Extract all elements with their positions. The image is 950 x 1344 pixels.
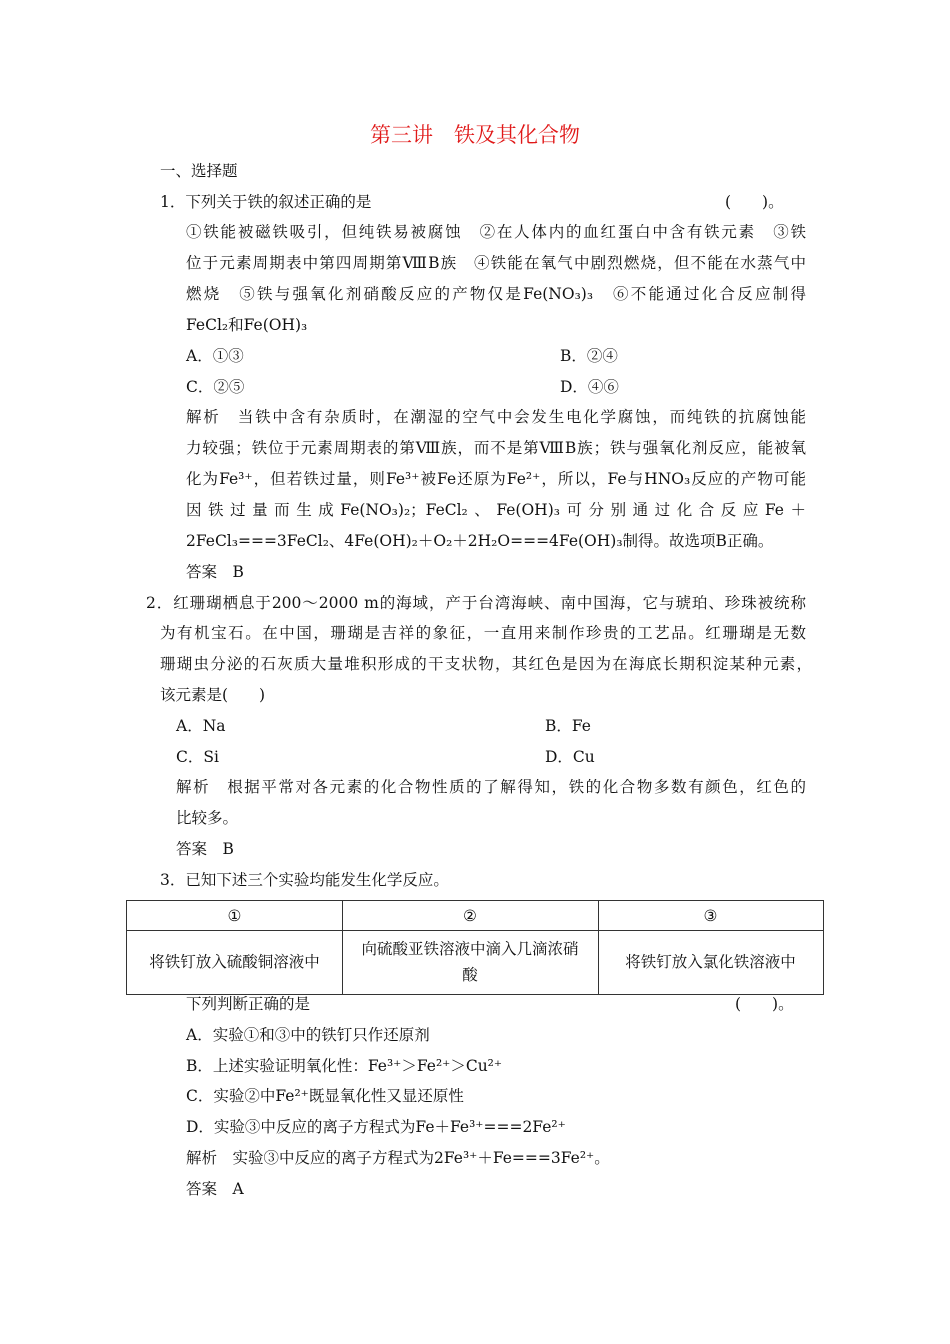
q2-stem-line: 为有机宝石。在中国，珊瑚是吉祥的象征，一直用来制作珍贵的工艺品。红珊瑚是无数 bbox=[160, 624, 806, 642]
experiment-table bbox=[126, 900, 824, 995]
q2-choice-a: A．Na bbox=[176, 717, 226, 735]
q1-explanation-line: 解析 当铁中含有杂质时，在潮湿的空气中会发生电化学腐蚀，而纯铁的抗腐蚀能 bbox=[186, 408, 806, 426]
table-header-cell: ① bbox=[227, 906, 242, 925]
q3-choice-c: C．实验②中Fe²⁺既显氧化性又显还原性 bbox=[186, 1087, 464, 1105]
page-title: 第三讲 铁及其化合物 bbox=[370, 123, 580, 147]
table-header-cell: ③ bbox=[703, 906, 718, 925]
q3-stem: 3．已知下述三个实验均能发生化学反应。 bbox=[160, 871, 449, 889]
table-cell: 将铁钉放入氯化铁溶液中 bbox=[625, 953, 796, 971]
q1-statement-line: FeCl₂和Fe(OH)₃ bbox=[186, 316, 308, 334]
q1-statement-line: 燃烧 ⑤铁与强氧化剂硝酸反应的产物仅是Fe(NO₃)₃ ⑥不能通过化合反应制得 bbox=[186, 285, 806, 303]
q1-explanation-line: 力较强；铁位于元素周期表的第Ⅷ族，而不是第ⅧB族；铁与强氧化剂反应，能被氧 bbox=[186, 439, 806, 457]
q1-stem: 1．下列关于铁的叙述正确的是 bbox=[160, 193, 372, 211]
q3-choice-d: D．实验③中反应的离子方程式为Fe＋Fe³⁺===2Fe²⁺ bbox=[186, 1118, 566, 1136]
q3-judge: 下列判断正确的是 bbox=[186, 995, 311, 1013]
q1-explanation-line: 2FeCl₃===3FeCl₂、4Fe(OH)₂＋O₂＋2H₂O===4Fe(OH)₃制得。故选项B正确。 bbox=[186, 532, 774, 550]
q1-choice-a: A．①③ bbox=[186, 347, 244, 365]
q2-stem-line: 珊瑚虫分泌的石灰质大量堆积形成的干支状物，其红色是因为在海底长期积淀某种元素， bbox=[160, 655, 812, 673]
q1-choice-d: D．④⑥ bbox=[560, 378, 619, 396]
q2-choice-b: B．Fe bbox=[545, 717, 591, 735]
q1-choice-b: B．②④ bbox=[560, 347, 618, 365]
table-cell: 向硫酸亚铁溶液中滴入几滴浓硝酸 bbox=[361, 940, 579, 984]
q1-choice-c: C．②⑤ bbox=[186, 378, 245, 396]
q1-statement-line: ①铁能被磁铁吸引，但纯铁易被腐蚀 ②在人体内的血红蛋白中含有铁元素 ③铁 bbox=[186, 223, 806, 241]
q3-explanation: 解析 实验③中反应的离子方程式为2Fe³⁺＋Fe===3Fe²⁺。 bbox=[186, 1149, 610, 1167]
q2-explanation-line: 解析 根据平常对各元素的化合物性质的了解得知，铁的化合物多数有颜色，红色的 bbox=[176, 778, 806, 796]
q2-choice-c: C．Si bbox=[176, 748, 219, 766]
q2-answer: 答案 B bbox=[176, 840, 234, 858]
q3-choice-a: A．实验①和③中的铁钉只作还原剂 bbox=[186, 1026, 430, 1044]
q1-explanation-line: 因铁过量而生成Fe(NO₃)₂；FeCl₂、Fe(OH)₃可分别通过化合反应Fe＋ bbox=[186, 501, 806, 519]
q2-stem-line: 2．红珊瑚栖息于200～2000 m的海域，产于台湾海峡、南中国海，它与琥珀、珍珠被统称 bbox=[146, 594, 806, 612]
q2-choice-d: D．Cu bbox=[545, 748, 595, 766]
q1-statement-line: 位于元素周期表中第四周期第ⅧB族 ④铁能在氧气中剧烈燃烧，但不能在水蒸气中 bbox=[186, 254, 806, 272]
q2-explanation-line: 比较多。 bbox=[176, 809, 239, 827]
q1-explanation-line: 化为Fe³⁺，但若铁过量，则Fe³⁺被Fe还原为Fe²⁺，所以，Fe与HNO₃反应的产物可能 bbox=[186, 470, 806, 488]
q2-stem-line: 该元素是( ) bbox=[160, 686, 266, 704]
table-cell: 将铁钉放入硫酸铜溶液中 bbox=[149, 953, 320, 971]
table-header-cell: ② bbox=[463, 906, 477, 925]
q1-answer-paren: ( )。 bbox=[725, 193, 784, 211]
section-heading: 一、选择题 bbox=[160, 162, 238, 180]
q3-choice-b: B．上述实验证明氧化性：Fe³⁺＞Fe²⁺＞Cu²⁺ bbox=[186, 1057, 503, 1075]
q3-answer-paren: ( )。 bbox=[735, 995, 794, 1013]
q3-answer: 答案 A bbox=[186, 1180, 244, 1198]
q1-answer: 答案 B bbox=[186, 563, 244, 581]
